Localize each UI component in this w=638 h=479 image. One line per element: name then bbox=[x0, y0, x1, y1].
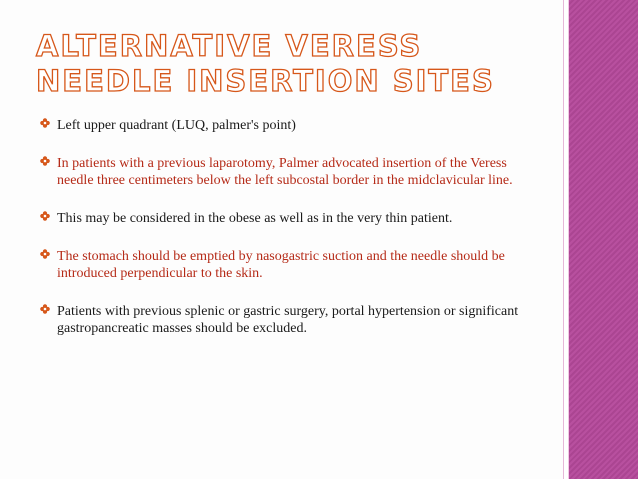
bullet-item bbox=[40, 155, 540, 189]
bullet-text: In patients with a previous laparotomy, Palmer advocated insertion of the Veress needle three centimeters below the left subcostal border in the midclavicular line. bbox=[57, 156, 513, 188]
bullet-list bbox=[40, 117, 540, 358]
bullet-text: The stomach should be emptied by nasogastric suction and the needle should be introduced perpendicular to the skin. bbox=[57, 249, 505, 281]
bullet-item bbox=[40, 248, 540, 282]
bullet-text: Left upper quadrant (LUQ, palmer's point) bbox=[57, 118, 296, 133]
flower-bullet-icon bbox=[40, 118, 50, 128]
flower-bullet-icon bbox=[40, 304, 50, 314]
slide-title: ALTERNATIVE VERESS NEEDLE INSERTION SITES bbox=[36, 29, 495, 98]
flower-bullet-icon bbox=[40, 156, 50, 166]
bullet-item bbox=[40, 210, 540, 227]
bullet-text: Patients with previous splenic or gastric surgery, portal hypertension or significant gastropancreatic masses should be excluded. bbox=[57, 304, 519, 336]
decorative-sidebar bbox=[568, 0, 638, 479]
bullet-item bbox=[40, 117, 540, 134]
bullet-item bbox=[40, 303, 540, 337]
flower-bullet-icon bbox=[40, 249, 50, 259]
bullet-text: This may be considered in the obese as well as in the very thin patient. bbox=[57, 211, 453, 226]
flower-bullet-icon bbox=[40, 211, 50, 221]
